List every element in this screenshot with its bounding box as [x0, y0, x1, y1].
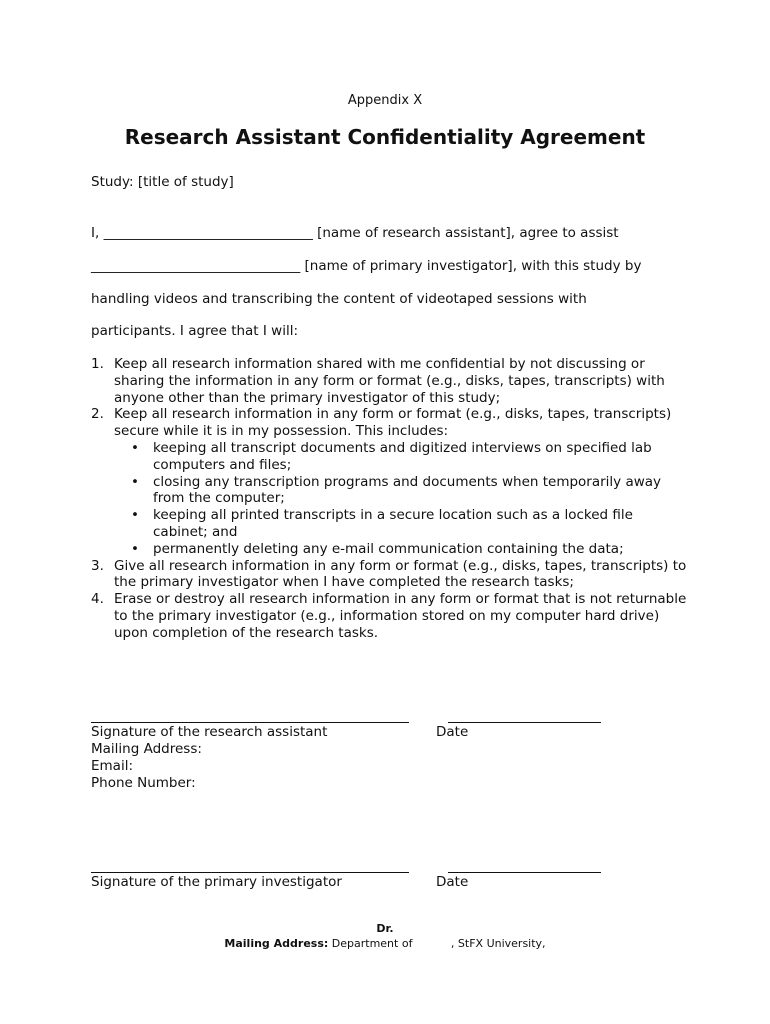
bullet-item — [91, 440, 691, 474]
pi-date-line[interactable] — [448, 872, 601, 873]
bullet-icon: • — [131, 540, 139, 557]
intro-line-4: participants. I agree that I will: — [91, 323, 299, 339]
footer-department: Department of — [331, 937, 413, 950]
list-item-text: Erase or destroy all research information in any form or format that is not returnable to the primary investigator (e.g., information stored on my computer hard drive) upon completion of the research tasks. — [114, 591, 687, 641]
list-item-number: 1. — [91, 356, 104, 372]
list-item — [91, 591, 691, 641]
bullet-icon: • — [131, 473, 139, 490]
list-item-text: Give all research information in any form or format (e.g., disks, tapes, transcripts) to the primary investigator when I have completed the research tasks; — [114, 557, 687, 591]
bullet-item — [91, 541, 691, 558]
ra-email-label: Email: — [91, 758, 134, 774]
ra-signature-line[interactable] — [91, 722, 409, 723]
list-item-text: Keep all research information in any form or format (e.g., disks, tapes, transcripts) secure while it is in my possession. This includes: — [114, 406, 672, 440]
bullet-item — [91, 474, 691, 508]
appendix-label: Appendix X — [347, 93, 423, 108]
footer-mailing-label: Mailing Address: — [224, 937, 329, 950]
list-item-number: 2. — [91, 406, 104, 423]
bullet-text: keeping all printed transcripts in a secure location such as a locked file cabinet; and — [153, 507, 633, 540]
bullet-text: closing any transcription programs and documents when temporarily away from the computer; — [153, 473, 662, 507]
list-item-number: 4. — [91, 591, 104, 608]
ra-mailing-label: Mailing Address: — [91, 741, 202, 757]
pi-date-label: Date — [436, 874, 469, 890]
bullet-text: permanently deleting any e-mail communication containing the data; — [153, 540, 624, 557]
list-item-text: Keep all research information shared with me confidential by not discussing or sharing the information in any form or format (e.g., disks, tapes, transcripts) with anyone other than the primary investigator of this study; — [114, 356, 665, 406]
page-title: Research Assistant Confidentiality Agreement — [124, 125, 646, 149]
list-item — [91, 356, 691, 406]
intro-line-1: I, _______________________________ [name of research assistant], agree to assist — [91, 225, 619, 241]
ra-phone-label: Phone Number: — [91, 775, 196, 791]
intro-line-3: handling videos and transcribing the content of videotaped sessions with — [91, 291, 587, 307]
intro-line-2: _______________________________ [name of primary investigator], with this study by — [91, 258, 642, 274]
footer-dr: Dr. — [376, 922, 394, 935]
footer-university: , StFX University, — [450, 937, 546, 950]
ra-date-label: Date — [436, 724, 469, 740]
study-line: Study: [title of study] — [91, 174, 234, 190]
footer-address — [0, 937, 770, 950]
ra-date-line[interactable] — [448, 722, 601, 723]
agreement-list — [91, 356, 691, 642]
list-item-number: 3. — [91, 557, 104, 574]
bullet-text: keeping all transcript documents and digitized interviews on specified lab computers and files; — [153, 439, 652, 473]
list-item — [91, 406, 691, 440]
list-item — [91, 558, 691, 592]
bullet-item — [91, 507, 691, 541]
bullet-icon: • — [131, 439, 139, 456]
ra-signature-label: Signature of the research assistant — [91, 724, 328, 740]
bullet-icon: • — [131, 507, 139, 524]
pi-signature-label: Signature of the primary investigator — [91, 874, 342, 890]
pi-signature-line[interactable] — [91, 872, 409, 873]
